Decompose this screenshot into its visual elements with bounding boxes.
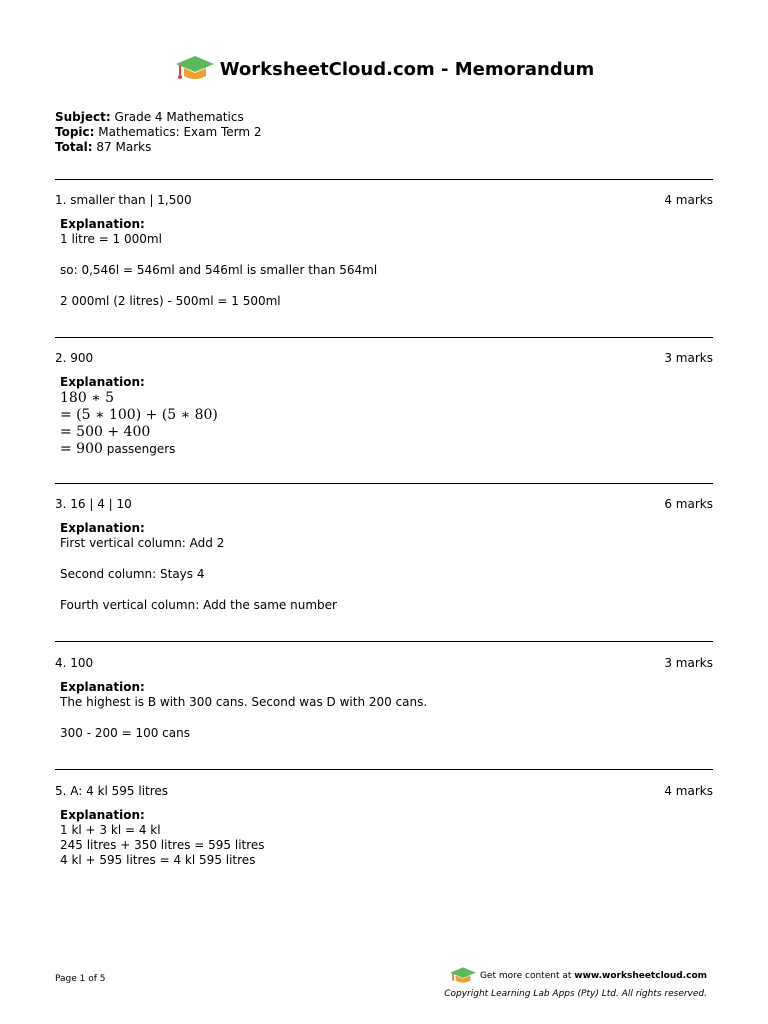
page-number: Page 1 of 5: [55, 974, 106, 984]
graduation-cap-icon: [174, 54, 216, 84]
copyright: Copyright Learning Lab Apps (Pty) Ltd. All rights reserved.: [444, 989, 707, 999]
explanation-line: 1 kl + 3 kl = 4 kl: [60, 823, 161, 837]
explanation-line: 300 - 200 = 100 cans: [60, 726, 190, 740]
total-value: 87 Marks: [96, 140, 152, 154]
math-line: = 500 + 400: [60, 424, 151, 440]
explanation: [55, 808, 713, 868]
subject-value: Grade 4 Mathematics: [114, 110, 244, 124]
question-1: [55, 193, 713, 309]
answer: 2. 900: [55, 351, 94, 365]
topic-value: Mathematics: Exam Term 2: [98, 125, 262, 139]
get-more-text: Get more content at: [479, 971, 572, 981]
explanation-label: Explanation:: [60, 521, 145, 535]
explanation-line: The highest is B with 300 cans. Second was D with 200 cans.: [60, 695, 428, 709]
math-line: 180 ∗ 5: [60, 390, 115, 406]
explanation-line: so: 0,546l = 546ml and 546ml is smaller than 564ml: [60, 263, 378, 277]
divider: [55, 179, 713, 180]
explanation-label: Explanation:: [60, 680, 145, 694]
answer: 1. smaller than | 1,500: [55, 193, 192, 207]
explanation-line: 2 000ml (2 litres) - 500ml = 1 500ml: [60, 294, 281, 308]
explanation-line: 245 litres + 350 litres = 595 litres: [60, 838, 265, 852]
answer: 4. 100: [55, 656, 94, 670]
explanation-line: 1 litre = 1 000ml: [60, 232, 162, 246]
explanation: [55, 521, 713, 613]
question-2: [55, 351, 713, 458]
total-label: Total:: [55, 140, 93, 154]
topic-line: [55, 125, 262, 140]
marks: 6 marks: [664, 497, 713, 511]
explanation-label: Explanation:: [60, 375, 145, 389]
total-line: [55, 140, 262, 155]
explanation: [55, 217, 713, 309]
subject-label: Subject:: [55, 110, 111, 124]
marks: 3 marks: [664, 656, 713, 670]
math-line: = 900: [60, 441, 103, 457]
answer: 5. A: 4 kl 595 litres: [55, 784, 169, 798]
explanation-line: First vertical column: Add 2: [60, 536, 225, 550]
graduation-cap-icon: [448, 966, 478, 986]
explanation-label: Explanation:: [60, 217, 145, 231]
question-4: [55, 656, 713, 741]
question-3: [55, 497, 713, 613]
divider: [55, 337, 713, 338]
subject-line: [55, 110, 262, 125]
math-line: = (5 ∗ 100) + (5 ∗ 80): [60, 407, 218, 423]
explanation: [55, 375, 713, 458]
divider: [55, 769, 713, 770]
topic-label: Topic:: [55, 125, 95, 139]
worksheet-meta: [55, 110, 262, 155]
marks: 3 marks: [664, 351, 713, 365]
divider: [55, 483, 713, 484]
footer-branding: [444, 966, 707, 999]
answer: 3. 16 | 4 | 10: [55, 497, 132, 511]
explanation-line: 4 kl + 595 litres = 4 kl 595 litres: [60, 853, 256, 867]
question-5: [55, 784, 713, 868]
math-result-line: [60, 441, 713, 458]
explanation: [55, 680, 713, 741]
explanation-label: Explanation:: [60, 808, 145, 822]
site-link[interactable]: www.worksheetcloud.com: [574, 971, 707, 981]
page-header: [0, 54, 768, 84]
explanation-line: Second column: Stays 4: [60, 567, 205, 581]
page-title: WorksheetCloud.com - Memorandum: [219, 58, 595, 80]
divider: [55, 641, 713, 642]
marks: 4 marks: [664, 193, 713, 207]
explanation-line: Fourth vertical column: Add the same number: [60, 598, 337, 612]
marks: 4 marks: [664, 784, 713, 798]
math-suffix: passengers: [106, 442, 176, 456]
